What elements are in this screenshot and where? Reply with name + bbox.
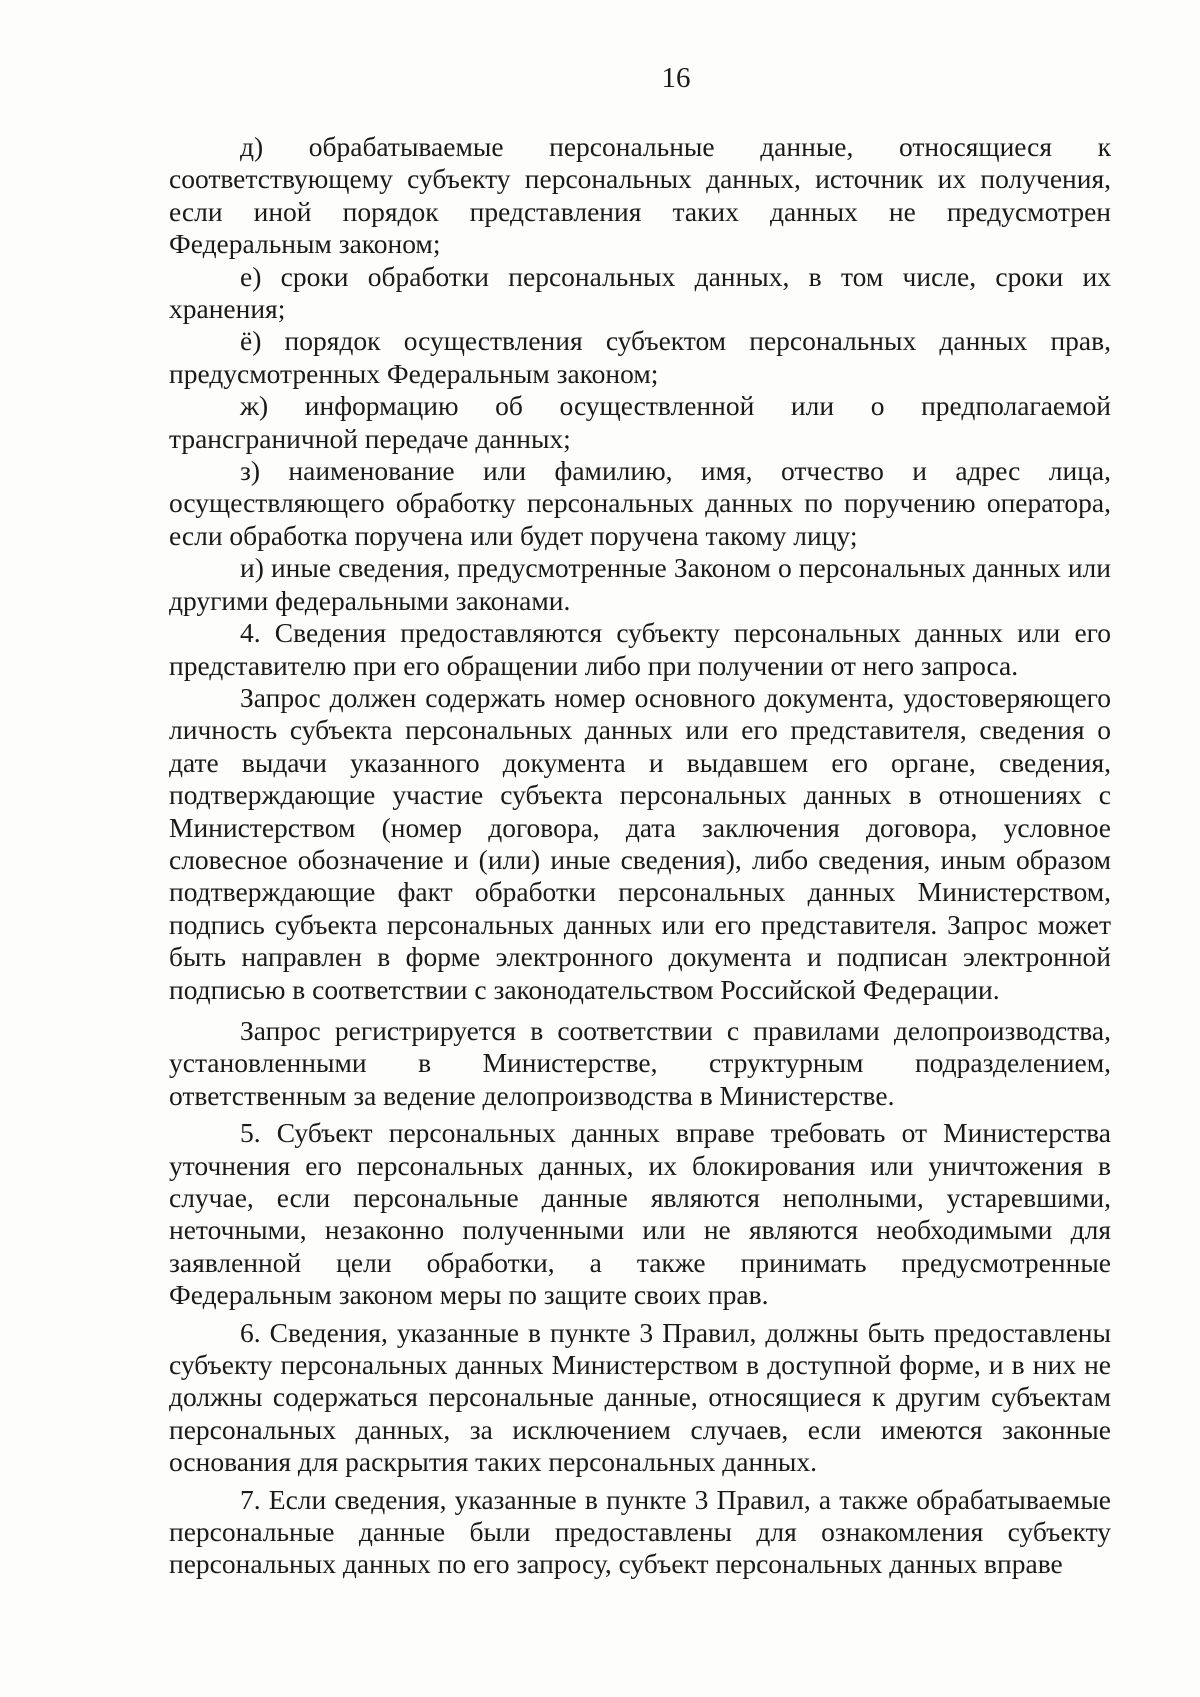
paragraph-request-content: Запрос должен содержать номер основного документа, удостоверяющего личность субъекта персональных данных или его представителя, сведения о дате выдачи указанного документа и выдавшем его органе, сведения, подтверждающие участие субъекта персональных данных в отношениях с Министерством (номер договора, дата заключения договора, условное словесное обозначение и (или) иные сведения), либо сведения, иным образом подтверждающие факт обработки персональных данных Министерством, подпись субъекта персональных данных или его представителя. Запрос может быть направлен в форме электронного документа и подписан электронной подписью в соответствии с законодательством Российской Федерации. — [169, 681, 1111, 1005]
paragraph-request-registration: Запрос регистрируется в соответствии с правилами делопроизводства, установленными в Министерстве, структурным подразделением, ответственным за ведение делопроизводства в Министерстве. — [169, 1014, 1111, 1111]
paragraph-yo: ё) порядок осуществления субъектом персональных данных прав, предусмотренных Федеральным законом; — [169, 325, 1111, 389]
page-number: 16 — [661, 62, 691, 94]
paragraph-6: 6. Сведения, указанные в пункте 3 Правил, должны быть предоставлены субъекту персональных данных Министерством в доступной форме, и в них не должны содержаться персональные данные, относящиеся к другим субъектам персональных данных, за исключением случаев, если имеются законные основания для раскрытия таких персональных данных. — [169, 1316, 1111, 1478]
paragraph-7: 7. Если сведения, указанные в пункте 3 Правил, а также обрабатываемые персональные данные были предоставлены для ознакомления субъекту персональных данных по его запросу, субъект персональных данных вправе — [169, 1483, 1111, 1580]
paragraph-e: е) сроки обработки персональных данных, в том числе, сроки их хранения; — [169, 260, 1111, 325]
document-body — [169, 131, 1111, 1581]
paragraph-d: д) обрабатываемые персональные данные, относящиеся к соответствующему субъекту персональных данных, источник их получения, если иной порядок представления таких данных не предусмотрен Федеральным законом; — [169, 131, 1111, 260]
paragraph-4: 4. Сведения предоставляются субъекту персональных данных или его представителю при его обращении либо при получении от него запроса. — [169, 617, 1111, 681]
paragraph-5: 5. Субъект персональных данных вправе требовать от Министерства уточнения его персональных данных, их блокирования или уничтожения в случае, если персональные данные являются неполными, устаревшими, неточными, незаконно полученными или не являются необходимыми для заявленной цели обработки, а также принимать предусмотренные Федеральным законом меры по защите своих прав. — [169, 1117, 1111, 1311]
paragraph-z: з) наименование или фамилию, имя, отчество и адрес лица, осуществляющего обработку персональных данных по поручению оператора, если обработка поручена или будет поручена такому лицу; — [169, 455, 1111, 551]
paragraph-i: и) иные сведения, предусмотренные Законом о персональных данных или другими федеральными законами. — [169, 552, 1111, 616]
paragraph-zh: ж) информацию об осуществленной или о предполагаемой трансграничной передаче данных; — [169, 390, 1111, 454]
